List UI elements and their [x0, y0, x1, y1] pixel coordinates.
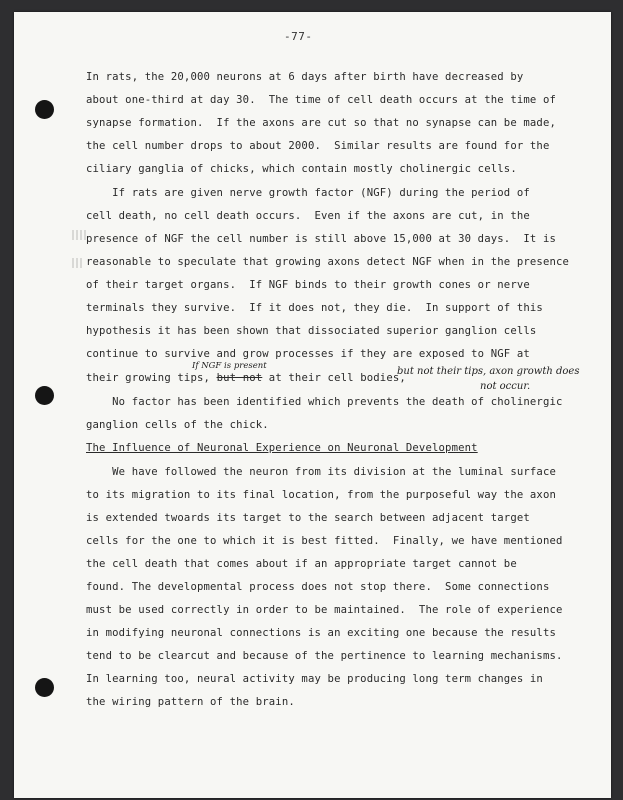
text-line: the wiring pattern of the brain.	[86, 696, 295, 708]
text-line: cell death, no cell death occurs. Even if the axons are cut, in the	[86, 210, 530, 222]
text-line: hypothesis it has been shown that dissociated superior ganglion cells	[86, 325, 537, 337]
text-line-edited	[86, 372, 406, 384]
text-line: We have followed the neuron from its division at the luminal surface	[86, 466, 557, 478]
text-line: must be used correctly in order to be maintained. The role of experience	[86, 604, 563, 616]
text-line: In learning too, neural activity may be producing long term changes in	[86, 673, 543, 685]
handwritten-margin-note: but not their tips, axon growth does	[397, 366, 580, 377]
text-line: in modifying neuronal connections is an exciting one because the results	[86, 627, 557, 639]
document-page	[14, 12, 611, 798]
text-line: the cell death that comes about if an appropriate target cannot be	[86, 558, 517, 570]
text-line: presence of NGF the cell number is still above 15,000 at 30 days. It is	[86, 233, 557, 245]
text-line: is extended twoards its target to the search between adjacent target	[86, 512, 530, 524]
text-line: continue to survive and grow processes if they are exposed to NGF at	[86, 348, 530, 360]
text-line: synapse formation. If the axons are cut so that no synapse can be made,	[86, 117, 557, 129]
text-line: to its migration to its final location, from the purposeful way the axon	[86, 489, 557, 501]
text-segment: at their cell bodies,	[262, 372, 406, 384]
text-line: In rats, the 20,000 neurons at 6 days after birth have decreased by	[86, 71, 524, 83]
text-line: ciliary ganglia of chicks, which contain mostly cholinergic cells.	[86, 163, 517, 175]
binder-hole-top	[35, 100, 54, 119]
text-line: reasonable to speculate that growing axons detect NGF when in the presence	[86, 256, 570, 268]
text-line: tend to be clearcut and because of the pertinence to learning mechanisms.	[86, 650, 563, 662]
binder-hole-bottom	[35, 678, 54, 697]
text-line: cells for the one to which it is best fitted. Finally, we have mentioned	[86, 535, 563, 547]
text-segment: their growing tips,	[86, 372, 211, 384]
handwritten-margin-note: not occur.	[480, 381, 531, 392]
text-line: found. The developmental process does not stop there. Some connections	[86, 581, 550, 593]
text-line: terminals they survive. If it does not, they die. In support of this	[86, 302, 543, 314]
text-line: the cell number drops to about 2000. Similar results are found for the	[86, 140, 550, 152]
page-number: -77-	[284, 30, 313, 43]
binder-hole-middle	[35, 386, 54, 405]
scan-smudge	[72, 230, 86, 240]
text-line: If rats are given nerve growth factor (NGF) during the period of	[86, 187, 530, 199]
struck-text: but not	[216, 372, 263, 384]
text-line: of their target organs. If NGF binds to their growth cones or nerve	[86, 279, 530, 291]
text-line: ganglion cells of the chick.	[86, 419, 269, 431]
handwritten-insertion: If NGF is present	[192, 361, 267, 371]
text-line: No factor has been identified which prevents the death of cholinergic	[86, 396, 563, 408]
scan-smudge	[72, 258, 84, 268]
section-heading: The Influence of Neuronal Experience on Neuronal Development	[86, 442, 478, 454]
text-line: about one-third at day 30. The time of cell death occurs at the time of	[86, 94, 557, 106]
